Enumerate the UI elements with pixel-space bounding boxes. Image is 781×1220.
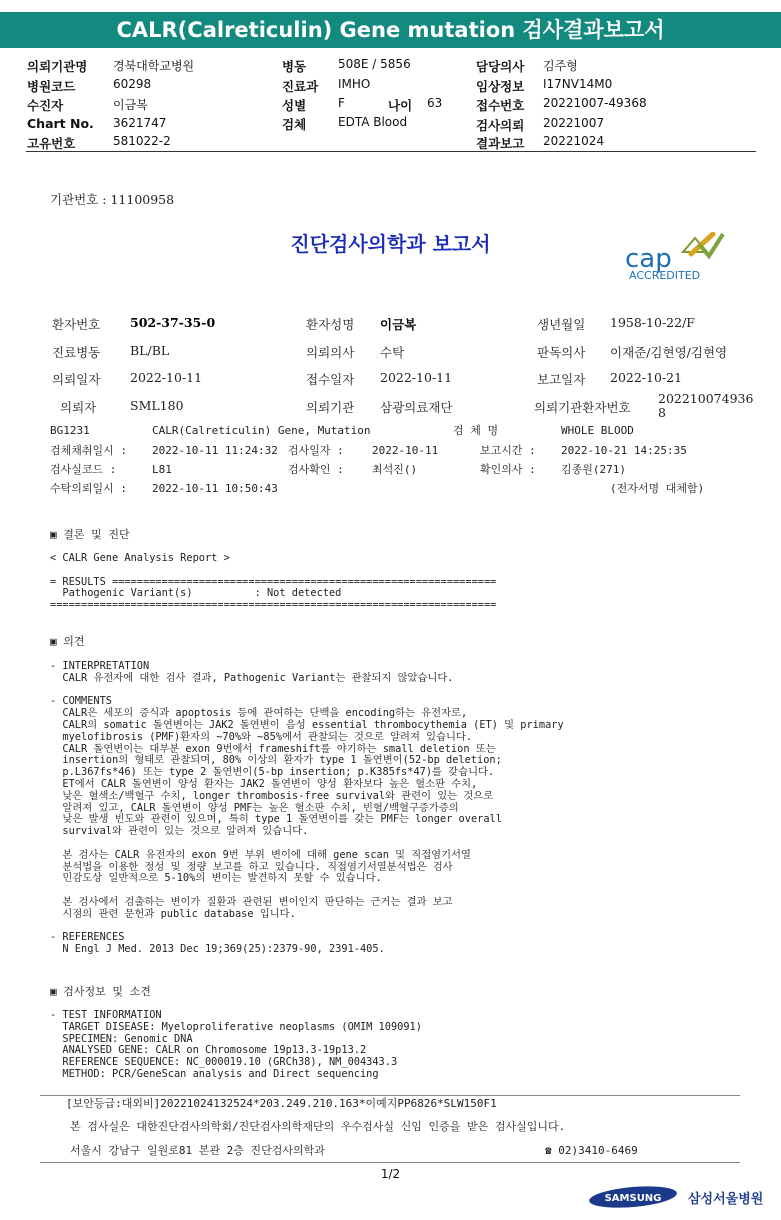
lab-code-value: L81 (152, 463, 172, 476)
cap-accredited-logo (623, 232, 733, 282)
report-title: CALR(Calreticulin) Gene mutation 검사결과보고서 (116, 18, 665, 42)
hdr-value-receipt-no: 20221007-49368 (543, 96, 647, 110)
phone-line: ☎ 02)3410-6469 (545, 1144, 638, 1157)
hdr-label-unique-no: 고유번호 (27, 136, 76, 151)
specimen-value: WHOLE BLOOD (561, 424, 634, 437)
samsung-logo (588, 1185, 678, 1209)
hdr-value-patient: 이금복 (113, 98, 148, 112)
test-date-value: 2022-10-11 (372, 444, 439, 457)
order-time-label: 수탁의뢰일시 : (50, 482, 128, 495)
hdr-value-doctor: 김주형 (543, 59, 578, 73)
text-line (50, 921, 564, 933)
hdr-label-receipt-no: 접수번호 (476, 98, 525, 113)
lab-code-label: 검사실코드 : (50, 463, 117, 476)
samsung-logo-text: SAMSUNG (604, 1193, 662, 1204)
test-name: CALR(Calreticulin) Gene, Mutation (152, 424, 371, 437)
birthdate-value: 1958-10-22/F (610, 315, 695, 330)
hdr-label-doctor: 담당의사 (476, 59, 525, 74)
hospital-name: 삼성서울병원 (688, 1192, 764, 1207)
hdr-label-chart-no: Chart No. (27, 116, 94, 131)
inst-patient-no-value-cont: 8 (658, 405, 666, 420)
header-divider (26, 151, 756, 152)
hdr-label-request-date: 검사의뢰 (476, 118, 525, 133)
text-line: N Engl J Med. 2013 Dec 19;369(25):2379-90, 2391-405. (50, 943, 385, 956)
text-line: 알려져 있고, CALR 돌연변이 양성 PMF는 높은 혈소판 수치, 빈혈/백혈구증가증의 (50, 801, 459, 814)
section-test-info: ▣ 검사정보 및 소견 (50, 985, 151, 998)
security-line: [보안등급:대외비]20221024132524*203.249.210.163*이예지PP6826*SLW150F1 (66, 1097, 497, 1110)
ward-label: 진료병동 (52, 345, 101, 360)
birthdate-label: 생년월일 (537, 317, 586, 332)
hdr-label-ward: 병동 (282, 59, 307, 74)
patient-no-value: 502-37-35-0 (130, 315, 216, 330)
text-line (50, 565, 496, 577)
text-line: ET에서 CALR 돌연변이 양성 환자는 JAK2 돌연변이 양성 환자보다 높은 혈소판 수치, (50, 777, 478, 790)
hdr-label-hospital-code: 병원코드 (27, 79, 76, 94)
conclusion-lines (50, 553, 496, 612)
text-line: TARGET DISEASE: Myeloproliferative neoplasms (OMIM 109091) (50, 1020, 422, 1033)
hdr-value-ward: 508E / 5856 (338, 57, 411, 71)
confirm-value: 최석진() (372, 463, 418, 476)
text-line: SPECIMEN: Genomic DNA (50, 1032, 193, 1045)
text-line: 낮은 발생 빈도와 관련이 있으며, 특히 type 1 돌연변이를 갖는 PMF는 longer overall (50, 813, 502, 826)
text-line: REFERENCE SEQUENCE: NC_000019.10 (GRCh38), NM_004343.3 (50, 1056, 398, 1069)
page-number: 1/2 (380, 1167, 401, 1181)
hdr-label-department: 진료과 (282, 79, 319, 94)
reading-doctor-value: 이재준/김현영/김현영 (610, 345, 728, 360)
text-line: insertion의 형태로 관찰되며, 80% 이상의 환자가 type 1 돌연변이(52-bp deletion; (50, 754, 502, 767)
receipt-date-label: 접수일자 (306, 372, 355, 387)
text-line: p.L367fs*46) 또는 type 2 돌연변이(5-bp insertion; p.K385fs*47)를 갖습니다. (50, 766, 495, 779)
requesting-doctor-value: 수탁 (380, 345, 405, 360)
document-title: 진단검사의학과 보고서 (290, 232, 491, 256)
text-line: - TEST INFORMATION (50, 1009, 162, 1021)
inst-patient-no-value: 202210074936 (658, 391, 754, 406)
report-title-bar (0, 12, 781, 48)
institution-number: 기관번호 : 11100958 (50, 192, 175, 207)
test-code: BG1231 (50, 424, 90, 437)
hdr-label-sex: 성별 (282, 98, 307, 113)
patient-name-label: 환자성명 (306, 317, 355, 332)
request-date-label: 의뢰일자 (52, 372, 101, 387)
hdr-value-department: IMHO (338, 77, 371, 91)
certification-line: 본 검사실은 대한진단검사의학회/진단검사의학재단의 우수검사실 신임 인증을 받은 검사실입니다. (70, 1120, 566, 1133)
text-line (50, 685, 564, 697)
text-line: CALR 돌연변이는 대부분 exon 9번에서 frameshift를 야기하는 small deletion 또는 (50, 742, 496, 755)
hdr-value-specimen: EDTA Blood (338, 115, 408, 129)
report-date-value: 2022-10-21 (610, 370, 683, 385)
text-line: - REFERENCES (50, 931, 125, 944)
hdr-label-age: 나이 (388, 98, 413, 113)
report-time-value: 2022-10-21 14:25:35 (561, 444, 687, 457)
hdr-value-request-date: 20221007 (543, 116, 605, 130)
text-line: 본 검사는 CALR 유전자의 exon 9번 부위 변이에 대해 gene scan 및 직접염기서열 (50, 848, 471, 861)
text-line: Pathogenic Variant(s) : Not detected (50, 587, 342, 600)
text-line: 시점의 관련 문헌과 public database 입니다. (50, 907, 296, 920)
opinion-lines (50, 661, 564, 956)
request-date-value: 2022-10-11 (130, 370, 203, 385)
text-line: - COMMENTS (50, 695, 112, 708)
patient-name-value: 이금복 (380, 317, 417, 332)
text-line: CALR의 somatic 돌연변이는 JAK2 돌연변이 음성 essential thrombocythemia (ET) 및 primary (50, 718, 564, 731)
test-info-lines (50, 1010, 422, 1081)
cap-logo-sub: ACCREDITED (629, 269, 701, 282)
text-line: ======================================================================== (50, 599, 497, 612)
text-line: 분석법을 이용한 정성 및 정량 보고를 하고 있습니다. 직접염기서열분석법은 검사 (50, 860, 453, 873)
text-line: 민감도상 일반적으로 5-10%의 변이는 발견하지 못할 수 있습니다. (50, 872, 382, 885)
text-line: ANALYSED GENE: CALR on Chromosome 19p13.3-19p13.2 (50, 1044, 367, 1057)
patient-no-label: 환자번호 (52, 317, 101, 332)
text-line (50, 838, 564, 850)
order-time-value: 2022-10-11 10:50:43 (152, 482, 278, 495)
hdr-value-chart-no: 3621747 (113, 116, 167, 130)
text-line: survival와 관련이 있는 것으로 알려져 있습니다. (50, 825, 309, 838)
specimen-label: 검 체 명 (453, 424, 499, 437)
hdr-label-patient: 수진자 (27, 98, 64, 113)
hdr-value-sex: F (338, 96, 345, 110)
ward-value: BL/BL (130, 343, 170, 358)
requesting-inst-value: 삼광의료재단 (380, 400, 453, 415)
footer-top-rule (40, 1095, 740, 1096)
text-line: METHOD: PCR/GeneScan analysis and Direct sequencing (50, 1067, 379, 1080)
text-line: CALR 유전자에 대한 검사 결과, Pathogenic Variant는 관찰되지 않았습니다. (50, 671, 454, 684)
report-time-label: 보고시간 : (480, 444, 536, 457)
hdr-value-clinical-info: I17NV14M0 (543, 77, 613, 91)
text-line: < CALR Gene Analysis Report > (50, 552, 230, 564)
text-line: myelofibrosis (PMF)환자의 ~70%와 ~85%에서 관찰되는 것으로 알려져 있습니다. (50, 730, 473, 743)
text-line: = RESULTS ============================================================== (50, 575, 497, 588)
requester-value: SML180 (130, 398, 184, 413)
hdr-value-institution: 경북대학교병원 (113, 59, 195, 73)
hdr-label-institution: 의뢰기관명 (27, 59, 88, 74)
section-conclusion: ▣ 결론 및 진단 (50, 528, 130, 541)
hdr-value-hospital-code: 60298 (113, 77, 152, 91)
confirm-doctor-value: 김종원(271) (561, 463, 626, 476)
section-opinion: ▣ 의견 (50, 635, 85, 648)
report-date-label: 보고일자 (537, 372, 586, 387)
confirm-label: 검사확인 : (288, 463, 344, 476)
confirm-doctor-label: 확인의사 : (480, 463, 536, 476)
receipt-date-value: 2022-10-11 (380, 370, 453, 385)
test-date-label: 검사일자 : (288, 444, 344, 457)
hdr-label-report-date: 결과보고 (476, 136, 525, 151)
hdr-label-specimen: 검체 (282, 117, 307, 132)
requesting-doctor-label: 의뢰의사 (306, 345, 355, 360)
hdr-value-unique-no: 581022-2 (113, 134, 171, 148)
text-line: - INTERPRETATION (50, 660, 150, 672)
text-line: 낮은 혈색소/백혈구 수치, longer thrombosis-free survival와 관련이 있는 것으로 (50, 789, 494, 802)
reading-doctor-label: 판독의사 (537, 345, 586, 360)
address-line: 서울시 강남구 일원로81 본관 2층 진단검사의학과 (70, 1144, 325, 1157)
hdr-value-age: 63 (427, 96, 443, 110)
requester-label: 의뢰자 (60, 400, 97, 415)
requesting-inst-label: 의뢰기관 (306, 400, 355, 415)
cap-logo-text: cap (625, 244, 672, 274)
footer-bottom-rule (40, 1162, 740, 1163)
hdr-label-clinical-info: 임상정보 (476, 79, 525, 94)
hdr-value-report-date: 20221024 (543, 134, 605, 148)
inst-patient-no-label: 의뢰기관환자번호 (534, 400, 631, 415)
collect-label: 검체채취일시 : (50, 444, 128, 457)
esign-note: (전자서명 대체함) (610, 482, 705, 495)
collect-value: 2022-10-11 11:24:32 (152, 444, 278, 457)
text-line: 본 검사에서 검출하는 변이가 질환과 관련된 변이인지 판단하는 근거는 결과 보고 (50, 895, 453, 908)
text-line: CALR은 세포의 증식과 apoptosis 등에 관여하는 단백을 encoding하는 유전자로, (50, 707, 468, 720)
